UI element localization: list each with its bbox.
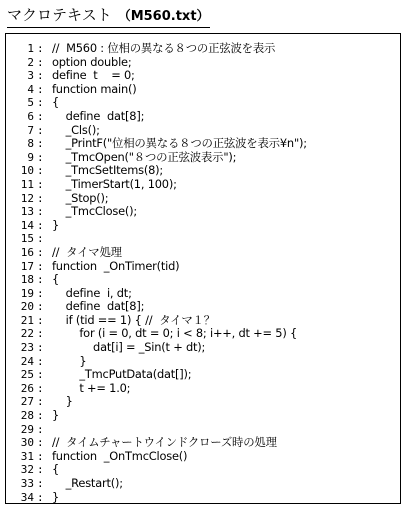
code-text: define i, dt; (52, 285, 132, 300)
line-number: 10 (20, 164, 34, 178)
line-number: 19 (20, 286, 34, 300)
line-separator: : (37, 381, 44, 395)
line-number: 9 (27, 150, 34, 164)
code-line (6, 56, 400, 70)
code-text: _TmcSetItems(8); (52, 163, 164, 178)
code-line (6, 192, 400, 206)
title-prefix: マクロテキスト (7, 6, 112, 24)
code-text: } (52, 408, 60, 423)
code-line (6, 273, 400, 287)
line-number: 31 (20, 449, 34, 463)
line-number: 15 (20, 232, 34, 246)
line-number: 14 (20, 218, 34, 232)
code-text: // タイマ処理 (52, 244, 122, 259)
line-separator: : (37, 409, 44, 423)
line-separator: : (37, 205, 44, 219)
line-separator: : (37, 354, 44, 368)
line-separator: : (37, 96, 44, 110)
line-separator: : (37, 477, 44, 490)
code-text: } (52, 394, 73, 409)
line-separator: : (37, 177, 44, 191)
code-text: _TmcPutData(dat[]); (52, 367, 192, 382)
code-text: option double; (52, 54, 132, 69)
code-text: for (i = 0, dt = 0; i < 8; i++, dt += 5) { (52, 326, 298, 341)
line-separator: : (37, 69, 44, 83)
page-title (7, 4, 210, 28)
code-line (6, 477, 400, 491)
code-line (6, 491, 400, 505)
code-text: dat[i] = _Sin(t + dt); (52, 340, 206, 355)
code-line (6, 450, 400, 464)
code-line (6, 368, 400, 382)
line-separator: : (37, 490, 44, 504)
line-separator: : (37, 368, 44, 382)
code-line (6, 205, 400, 219)
line-separator: : (37, 191, 44, 205)
line-number: 26 (20, 381, 34, 395)
code-text: define t = 0; (52, 68, 135, 83)
line-separator: : (37, 463, 44, 477)
code-line (6, 436, 400, 450)
code-line (6, 300, 400, 314)
code-line (6, 260, 400, 274)
line-number: 28 (20, 409, 34, 423)
code-text: _TmcClose(); (52, 204, 138, 219)
line-number: 24 (20, 354, 34, 368)
line-number: 6 (27, 109, 34, 123)
code-line (6, 246, 400, 260)
line-number: 13 (20, 205, 34, 219)
code-line (6, 151, 400, 165)
line-separator: : (37, 313, 44, 327)
code-text: _Cls(); (52, 122, 100, 137)
line-number: 25 (20, 368, 34, 382)
code-text: define dat[8]; (52, 299, 145, 314)
line-separator: : (37, 218, 44, 232)
line-separator: : (37, 259, 44, 273)
code-text: _Stop(); (52, 190, 109, 205)
code-text: _Restart(); (52, 476, 123, 490)
code-line (6, 124, 400, 138)
code-line (6, 164, 400, 178)
code-line (6, 69, 400, 83)
code-text: function main() (52, 81, 137, 96)
code-line (6, 42, 400, 56)
line-number: 22 (20, 327, 34, 341)
line-separator: : (37, 245, 44, 259)
code-text: t += 1.0; (52, 380, 131, 395)
code-text: { (52, 272, 60, 287)
line-separator: : (37, 123, 44, 137)
line-separator: : (37, 300, 44, 314)
line-number: 3 (27, 69, 34, 83)
code-line (6, 137, 400, 151)
code-line (6, 83, 400, 97)
code-text: _PrintF("位相の異なる８つの正弦波を表示¥n"); (52, 136, 307, 151)
line-separator: : (37, 82, 44, 96)
line-number: 27 (20, 395, 34, 409)
line-number: 7 (27, 123, 34, 137)
code-line (6, 423, 400, 437)
line-separator: : (37, 137, 44, 151)
line-separator: : (37, 449, 44, 463)
code-text: } (52, 217, 60, 232)
code-text: } (52, 353, 87, 368)
line-separator: : (37, 273, 44, 287)
line-number: 8 (27, 137, 34, 151)
line-separator: : (37, 327, 44, 341)
line-separator: : (37, 150, 44, 164)
line-number: 11 (20, 177, 34, 191)
code-line (6, 395, 400, 409)
line-number: 16 (20, 245, 34, 259)
line-separator: : (37, 341, 44, 355)
code-text: define dat[8]; (52, 108, 145, 123)
line-number: 2 (27, 55, 34, 69)
code-line (6, 178, 400, 192)
code-line (6, 287, 400, 301)
code-text: function _OnTmcClose() (52, 448, 188, 463)
code-text: } (52, 489, 60, 504)
line-number: 12 (20, 191, 34, 205)
line-separator: : (37, 395, 44, 409)
code-text: // タイムチャートウインドクローズ時の処理 (52, 435, 277, 450)
line-separator: : (37, 109, 44, 123)
code-text: // M560 : 位相の異なる８つの正弦波を表示 (52, 41, 276, 55)
line-separator: : (37, 286, 44, 300)
code-line (6, 327, 400, 341)
line-separator: : (37, 42, 44, 55)
line-number: 20 (20, 300, 34, 314)
line-number: 1 (27, 42, 34, 55)
code-text: { (52, 462, 60, 477)
line-number: 5 (27, 96, 34, 110)
line-number: 32 (20, 463, 34, 477)
code-line (6, 96, 400, 110)
line-separator: : (37, 232, 44, 246)
line-number: 29 (20, 422, 34, 436)
code-line (6, 232, 400, 246)
line-number: 33 (20, 477, 34, 490)
line-separator: : (37, 422, 44, 436)
title-filename: （M560.txt） (117, 9, 210, 24)
line-number: 30 (20, 436, 34, 450)
line-number: 4 (27, 82, 34, 96)
line-number: 21 (20, 313, 34, 327)
code-text: function _OnTimer(tid) (52, 258, 180, 273)
code-text: if (tid == 1) { // タイマ１？ (52, 312, 215, 327)
code-line (6, 110, 400, 124)
code-text: _TimerStart(1, 100); (52, 176, 177, 191)
code-listing (5, 33, 401, 504)
code-line (6, 382, 400, 396)
code-line (6, 341, 400, 355)
code-text: { (52, 95, 60, 110)
line-separator: : (37, 164, 44, 178)
code-text: _TmcOpen("８つの正弦波表示"); (52, 149, 237, 164)
line-number: 23 (20, 341, 34, 355)
code-line (6, 355, 400, 369)
line-separator: : (37, 436, 44, 450)
code-line (6, 463, 400, 477)
line-number: 18 (20, 273, 34, 287)
line-number: 17 (20, 259, 34, 273)
code-line (6, 219, 400, 233)
line-separator: : (37, 55, 44, 69)
code-line (6, 409, 400, 423)
code-line (6, 314, 400, 328)
line-number: 34 (20, 490, 34, 504)
